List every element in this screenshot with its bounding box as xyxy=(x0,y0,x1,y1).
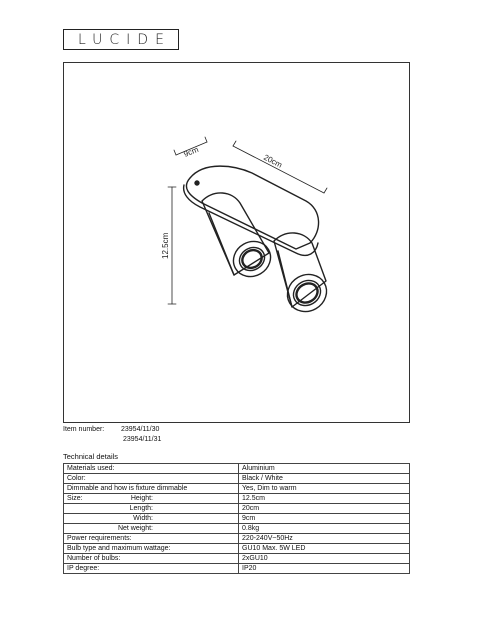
spec-value: 0.8kg xyxy=(239,524,410,534)
spec-sub-label: Width: xyxy=(133,515,153,522)
spec-label xyxy=(64,524,239,534)
length-dimension-label: 20cm xyxy=(262,152,284,170)
spec-label: Bulb type and maximum wattage: xyxy=(64,544,239,554)
table-row xyxy=(64,464,410,474)
spec-value: GU10 Max. 5W LED xyxy=(239,544,410,554)
spec-value: 9cm xyxy=(239,514,410,524)
spec-sub-label: Net weight: xyxy=(117,525,153,532)
spec-label: Dimmable and how is fixture dimmable xyxy=(64,484,239,494)
depth-dimension-label: 9cm xyxy=(182,144,200,159)
spec-label: Size: Height: xyxy=(64,494,239,504)
spec-label: Power requirements: xyxy=(64,534,239,544)
table-row xyxy=(64,494,410,504)
spec-value: Yes, Dim to warm xyxy=(239,484,410,494)
spec-value: 20cm xyxy=(239,504,410,514)
product-drawing xyxy=(64,63,411,424)
technical-details-title: Technical details xyxy=(63,452,119,461)
spec-label xyxy=(64,504,239,514)
table-row xyxy=(64,474,410,484)
spec-label: Color: xyxy=(64,474,239,484)
spec-value: Aluminium xyxy=(239,464,410,474)
table-row xyxy=(64,544,410,554)
item-number-label: Item number: xyxy=(63,426,105,433)
spec-value: IP20 xyxy=(239,564,410,574)
spec-value: 12.5cm xyxy=(239,494,410,504)
item-number-block xyxy=(63,425,161,445)
table-row xyxy=(64,534,410,544)
spec-value: Black / White xyxy=(239,474,410,484)
technical-details-table xyxy=(63,463,410,574)
spec-label: Materials used: xyxy=(64,464,239,474)
brand-logo xyxy=(63,29,179,50)
spec-label: IP degree: xyxy=(64,564,239,574)
spec-value: 2xGU10 xyxy=(239,554,410,564)
table-row xyxy=(64,564,410,574)
spec-label xyxy=(64,514,239,524)
brand-logo-text: LUCIDE xyxy=(78,31,171,48)
item-number-value: 23954/11/30 xyxy=(121,426,160,433)
table-row xyxy=(64,514,410,524)
table-row xyxy=(64,554,410,564)
table-row xyxy=(64,524,410,534)
spec-label: Number of bulbs: xyxy=(64,554,239,564)
product-drawing-frame xyxy=(63,62,410,423)
table-row xyxy=(64,484,410,494)
table-row xyxy=(64,504,410,514)
spec-sub-label: Length: xyxy=(129,505,153,512)
height-dimension-label: 12.5cm xyxy=(161,232,170,259)
item-number-value: 23954/11/31 xyxy=(123,436,162,443)
spec-sub-label: Height: xyxy=(130,495,153,502)
spec-value: 220-240V~50Hz xyxy=(239,534,410,544)
